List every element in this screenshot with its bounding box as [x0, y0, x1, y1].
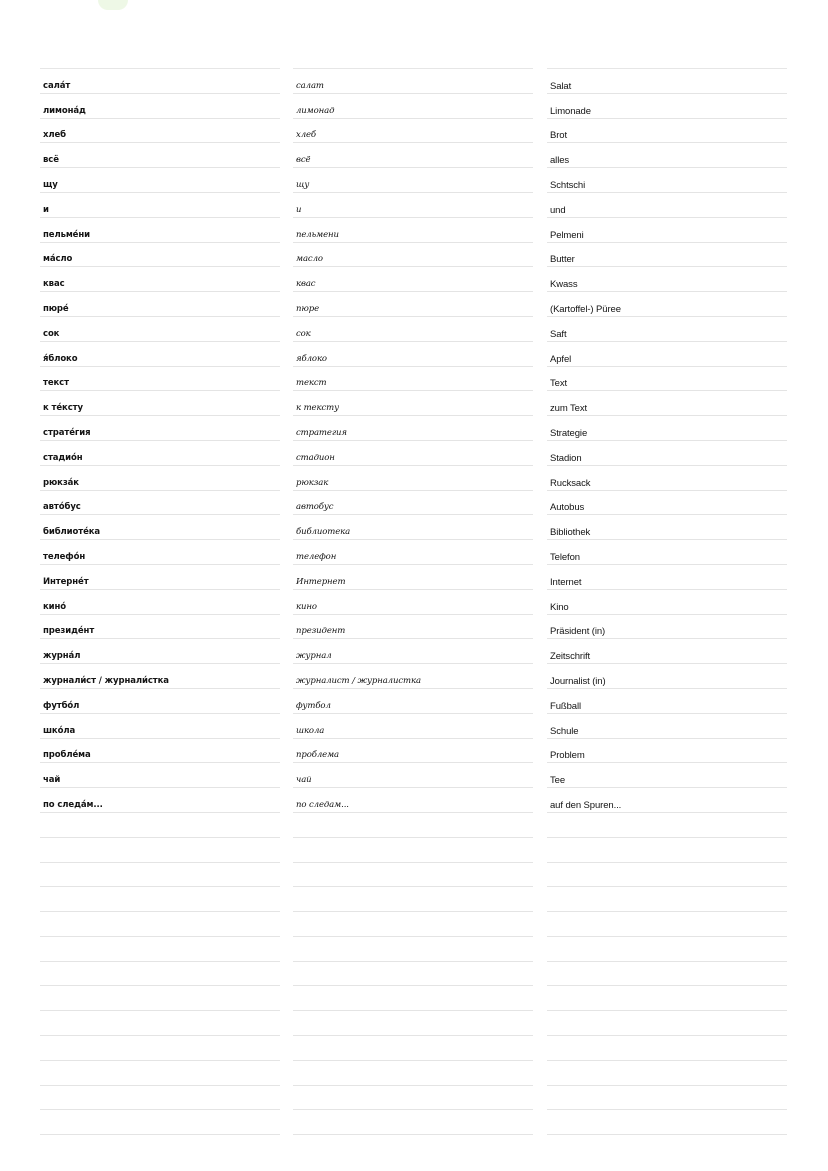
vocab-word: щу — [296, 179, 310, 190]
vocab-word: проблема — [296, 750, 339, 761]
empty-writing-line — [40, 962, 280, 987]
vocab-row — [293, 664, 533, 689]
vocab-word: Интернет — [296, 576, 346, 587]
empty-writing-line — [40, 1110, 280, 1135]
vocab-word: Kino — [550, 601, 569, 613]
vocab-row — [547, 639, 787, 664]
vocab-row — [40, 292, 280, 317]
vocab-row — [547, 615, 787, 640]
vocab-row — [547, 664, 787, 689]
vocab-row — [293, 565, 533, 590]
vocab-row — [293, 739, 533, 764]
vocab-row — [40, 491, 280, 516]
empty-writing-line — [547, 986, 787, 1011]
vocab-word: Bibliothek — [550, 527, 591, 539]
vocab-row — [40, 69, 280, 94]
vocab-word: хлеб — [296, 130, 317, 141]
vocab-word: текст — [296, 378, 327, 389]
empty-writing-line — [293, 863, 533, 888]
vocab-word: яблоко — [296, 353, 327, 364]
empty-writing-line — [547, 1036, 787, 1061]
vocab-word: Problem — [550, 750, 585, 762]
vocab-word: стадио́н — [43, 452, 83, 463]
empty-writing-line — [547, 1110, 787, 1135]
vocab-row — [40, 565, 280, 590]
vocab-row — [40, 788, 280, 813]
vocab-row — [547, 218, 787, 243]
vocab-word: и — [43, 204, 49, 215]
vocab-row — [40, 143, 280, 168]
vocab-word: всё — [296, 155, 311, 166]
vocab-row — [293, 491, 533, 516]
vocab-word: чай — [43, 775, 61, 786]
top-rule — [40, 56, 280, 69]
vocab-row — [293, 615, 533, 640]
vocab-word: школа — [296, 725, 325, 736]
vocab-row — [547, 788, 787, 813]
vocab-row — [547, 416, 787, 441]
vocab-word: авто́бус — [43, 502, 81, 513]
vocab-word: журна́л — [43, 651, 81, 662]
vocab-word: Rucksack — [550, 477, 591, 489]
vocab-word: пюре́ — [43, 303, 69, 314]
empty-writing-line — [293, 1086, 533, 1111]
empty-writing-line — [547, 1086, 787, 1111]
vocab-word: Text — [550, 378, 568, 390]
vocab-word: Präsident (in) — [550, 626, 606, 638]
empty-writing-line — [40, 986, 280, 1011]
vocab-row — [547, 714, 787, 739]
vocab-word: телефон — [296, 551, 337, 562]
vocab-row — [293, 342, 533, 367]
vocab-word: хлеб — [43, 130, 67, 141]
vocab-row — [293, 763, 533, 788]
vocab-word: пельмени — [296, 229, 339, 240]
vocab-word: кино́ — [43, 601, 67, 612]
vocab-word: журналист / журналистка — [296, 675, 421, 686]
empty-writing-line — [40, 1011, 280, 1036]
vocab-word: чай — [296, 775, 312, 786]
vocab-word: Kwass — [550, 279, 578, 291]
vocab-word: страте́гия — [43, 427, 91, 438]
empty-writing-line — [547, 838, 787, 863]
vocab-word: к те́ксту — [43, 403, 83, 414]
vocab-row — [293, 69, 533, 94]
vocab-word: Fußball — [550, 700, 581, 712]
vocab-word: auf den Spuren... — [550, 799, 622, 811]
vocab-row — [547, 441, 787, 466]
vocab-row — [547, 491, 787, 516]
vocab-word: телефо́н — [43, 551, 86, 562]
vocab-word: журнал — [296, 651, 332, 662]
empty-writing-line — [547, 1011, 787, 1036]
empty-writing-line — [547, 813, 787, 838]
vocab-word: к тексту — [296, 403, 339, 414]
vocab-row — [547, 193, 787, 218]
empty-writing-line — [547, 912, 787, 937]
empty-writing-line — [293, 1036, 533, 1061]
vocab-word: квас — [43, 279, 65, 290]
empty-writing-line — [40, 1036, 280, 1061]
vocab-row — [40, 714, 280, 739]
vocab-word: Telefon — [550, 551, 580, 563]
vocab-row — [293, 367, 533, 392]
vocab-row — [40, 119, 280, 144]
empty-writing-line — [293, 887, 533, 912]
empty-writing-line — [40, 912, 280, 937]
vocab-row — [293, 714, 533, 739]
vocab-word: футбол — [296, 700, 331, 711]
vocab-row — [40, 540, 280, 565]
vocab-row — [547, 515, 787, 540]
vocab-word: сала́т — [43, 80, 71, 91]
vocab-word: Strategie — [550, 427, 588, 439]
vocab-word: президент — [296, 626, 346, 637]
vocab-word: сок — [43, 328, 60, 339]
vocab-row — [547, 689, 787, 714]
vocab-word: я́блоко — [43, 353, 78, 364]
vocab-word: всё — [43, 155, 59, 166]
vocab-row — [40, 168, 280, 193]
empty-writing-line — [40, 813, 280, 838]
vocab-word: стадион — [296, 452, 335, 463]
vocab-word: Интерне́т — [43, 576, 89, 587]
empty-writing-line — [293, 912, 533, 937]
vocab-row — [547, 69, 787, 94]
vocab-row — [293, 218, 533, 243]
vocab-row — [40, 218, 280, 243]
rows-russian-cursive — [293, 69, 533, 1135]
vocab-word: сок — [296, 328, 311, 339]
vocab-row — [293, 243, 533, 268]
top-rule — [293, 56, 533, 69]
vocab-word: Schule — [550, 725, 579, 737]
vocab-word: пюре — [296, 303, 320, 314]
vocab-word: лимонад — [296, 105, 335, 116]
vocab-word: пробле́ма — [43, 750, 91, 761]
column-russian-cursive — [293, 56, 533, 1135]
vocab-word: Journalist (in) — [550, 675, 606, 687]
rows-russian-print — [40, 69, 280, 1135]
empty-writing-line — [293, 986, 533, 1011]
vocab-row — [293, 590, 533, 615]
vocab-word: стратегия — [296, 427, 347, 438]
vocab-row — [40, 193, 280, 218]
empty-writing-line — [40, 863, 280, 888]
vocab-word: щу — [43, 179, 58, 190]
empty-writing-line — [40, 937, 280, 962]
empty-writing-line — [293, 838, 533, 863]
empty-writing-line — [547, 937, 787, 962]
decorative-green-mark — [98, 0, 128, 10]
vocab-word: и — [296, 204, 302, 215]
vocab-row — [40, 94, 280, 119]
vocab-row — [293, 193, 533, 218]
rows-german — [547, 69, 787, 1135]
vocab-row — [547, 763, 787, 788]
vocab-row — [547, 739, 787, 764]
vocab-word: alles — [550, 155, 570, 167]
vocab-row — [547, 466, 787, 491]
vocab-row — [547, 243, 787, 268]
vocab-word: Brot — [550, 130, 568, 142]
vocab-row — [293, 317, 533, 342]
vocab-row — [293, 515, 533, 540]
vocab-word: библиотека — [296, 527, 351, 538]
vocab-word: und — [550, 204, 566, 216]
empty-writing-line — [40, 887, 280, 912]
empty-writing-line — [293, 1011, 533, 1036]
vocab-word: библиоте́ка — [43, 527, 101, 538]
vocab-row — [40, 391, 280, 416]
vocab-row — [547, 292, 787, 317]
vocab-row — [293, 267, 533, 292]
vocab-row — [547, 590, 787, 615]
vocab-word: кино — [296, 601, 317, 612]
vocab-row — [547, 317, 787, 342]
vocab-word: автобус — [296, 502, 334, 513]
vocab-row — [40, 664, 280, 689]
empty-writing-line — [293, 962, 533, 987]
vocab-word: Zeitschrift — [550, 651, 591, 663]
empty-writing-line — [293, 813, 533, 838]
vocab-row — [293, 466, 533, 491]
vocab-row — [547, 168, 787, 193]
empty-writing-line — [547, 962, 787, 987]
vocab-word: zum Text — [550, 403, 588, 415]
vocab-row — [40, 689, 280, 714]
vocab-row — [40, 441, 280, 466]
vocab-word: (Kartoffel-) Püree — [550, 303, 621, 315]
vocab-row — [547, 267, 787, 292]
empty-writing-line — [293, 937, 533, 962]
empty-writing-line — [547, 887, 787, 912]
vocab-word: Apfel — [550, 353, 572, 365]
vocab-word: Salat — [550, 80, 572, 92]
vocab-word: Schtschi — [550, 179, 586, 191]
vocab-word: текст — [43, 378, 69, 389]
vocab-word: Butter — [550, 254, 575, 266]
vocab-word: Autobus — [550, 502, 585, 514]
vocab-row — [293, 94, 533, 119]
empty-writing-line — [40, 1061, 280, 1086]
vocab-row — [293, 416, 533, 441]
vocab-row — [293, 540, 533, 565]
empty-writing-line — [40, 1086, 280, 1111]
vocab-row — [40, 739, 280, 764]
vocab-row — [547, 391, 787, 416]
vocab-row — [40, 615, 280, 640]
vocab-word: по следам... — [296, 799, 349, 810]
vocab-row — [40, 590, 280, 615]
vocab-word: Saft — [550, 328, 567, 340]
vocab-word: шко́ла — [43, 725, 76, 736]
empty-writing-line — [547, 863, 787, 888]
vocab-row — [40, 639, 280, 664]
vocab-word: рюкзак — [296, 477, 329, 488]
vocab-row — [547, 565, 787, 590]
vocab-word: рюкза́к — [43, 477, 79, 488]
vocab-row — [293, 391, 533, 416]
vocab-row — [40, 416, 280, 441]
vocab-row — [40, 367, 280, 392]
vocab-word: пельме́ни — [43, 229, 90, 240]
vocab-row — [547, 540, 787, 565]
vocab-row — [293, 292, 533, 317]
vocab-word: квас — [296, 279, 316, 290]
vocab-row — [293, 788, 533, 813]
vocab-row — [40, 763, 280, 788]
vocab-row — [547, 119, 787, 144]
top-rule — [547, 56, 787, 69]
vocab-word: президе́нт — [43, 626, 95, 637]
vocab-word: журнали́ст / журнали́стка — [43, 675, 169, 686]
vocab-row — [40, 243, 280, 268]
vocab-row — [293, 639, 533, 664]
vocab-row — [547, 342, 787, 367]
vocab-row — [293, 143, 533, 168]
vocab-row — [293, 441, 533, 466]
vocab-word: по следа́м... — [43, 799, 103, 810]
vocab-word: Stadion — [550, 452, 582, 464]
vocab-word: Pelmeni — [550, 229, 584, 241]
vocab-word: масло — [296, 254, 323, 265]
vocab-row — [40, 267, 280, 292]
empty-writing-line — [40, 838, 280, 863]
vocab-row — [547, 367, 787, 392]
vocab-row — [293, 168, 533, 193]
empty-writing-line — [293, 1110, 533, 1135]
vocab-word: Limonade — [550, 105, 591, 117]
vocab-word: лимона́д — [43, 105, 86, 116]
vocab-row — [547, 143, 787, 168]
vocab-row — [293, 689, 533, 714]
vocab-word: Internet — [550, 576, 582, 588]
empty-writing-line — [293, 1061, 533, 1086]
vocab-row — [293, 119, 533, 144]
vocab-word: ма́сло — [43, 254, 73, 265]
vocab-word: футбо́л — [43, 700, 80, 711]
column-german — [547, 56, 787, 1135]
vocab-word: Tee — [550, 775, 566, 787]
vocab-word: салат — [296, 80, 324, 91]
empty-writing-line — [547, 1061, 787, 1086]
vocab-row — [40, 317, 280, 342]
vocab-row — [40, 466, 280, 491]
vocab-row — [547, 94, 787, 119]
vocab-row — [40, 515, 280, 540]
column-russian-print — [40, 56, 280, 1135]
vocab-row — [40, 342, 280, 367]
